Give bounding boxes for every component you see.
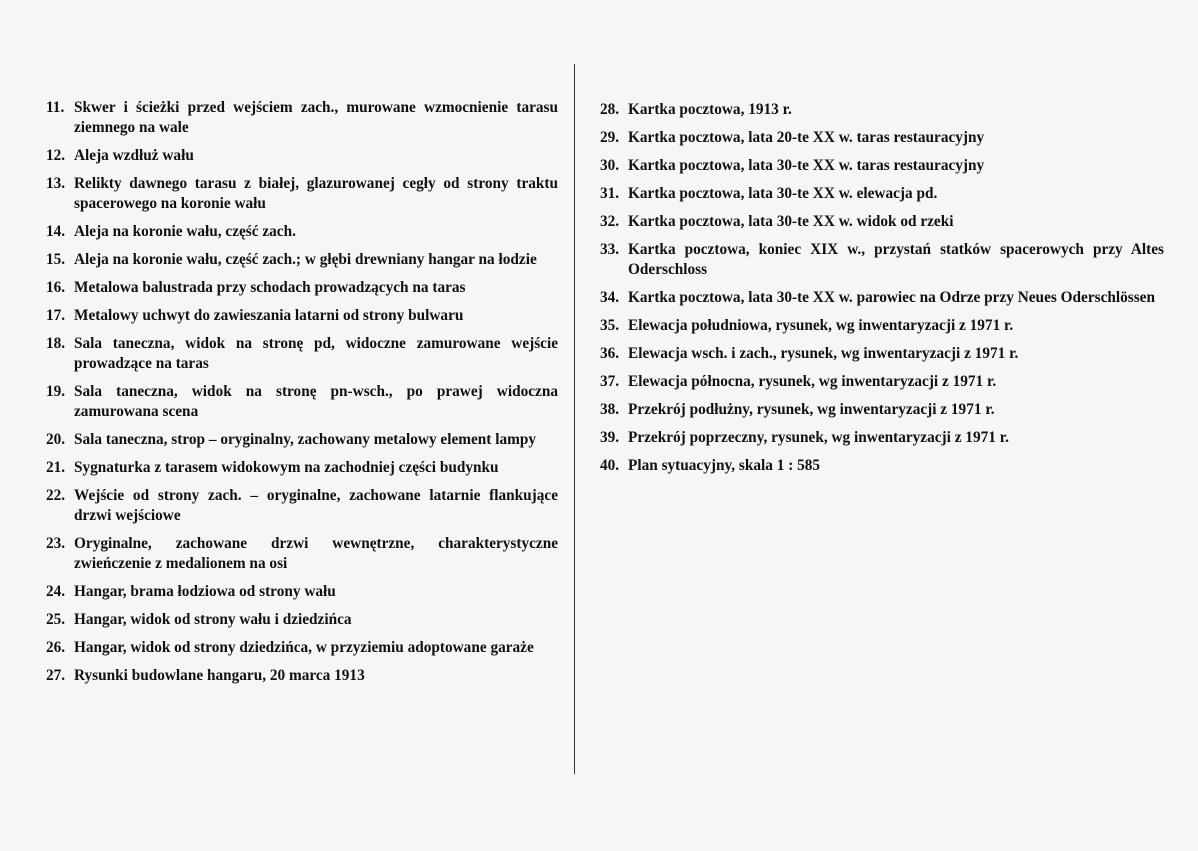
item-text: Sala taneczna, widok na stronę pd, widoczne zamurowane wejście prowadzące na taras [74, 335, 558, 372]
list-item [600, 400, 1164, 420]
item-text: Elewacja północna, rysunek, wg inwentaryzacji z 1971 r. [628, 373, 997, 390]
list-item [46, 582, 558, 602]
item-text: Hangar, brama łodziowa od strony wału [74, 583, 336, 600]
list-item [46, 98, 558, 138]
item-text: Plan sytuacyjny, skala 1 : 585 [628, 457, 821, 474]
list-item [600, 212, 1164, 232]
list-item [600, 184, 1164, 204]
list-item [46, 306, 558, 326]
item-number: 17. [46, 307, 66, 324]
item-number: 23. [46, 535, 66, 552]
item-text: Kartka pocztowa, lata 30-te XX w. elewacja pd. [628, 185, 938, 202]
list-item [600, 456, 1164, 476]
item-text: Aleja na koronie wału, część zach. [74, 223, 296, 240]
item-text: Kartka pocztowa, lata 30-te XX w. parowiec na Odrze przy Neues Oderschlössen [628, 289, 1155, 306]
item-text: Rysunki budowlane hangaru, 20 marca 1913 [74, 667, 365, 684]
item-text: Aleja wzdłuż wału [74, 147, 194, 164]
item-number: 11. [46, 99, 65, 116]
list-item [600, 240, 1164, 280]
item-number: 32. [600, 213, 620, 230]
item-number: 33. [600, 241, 620, 258]
item-number: 15. [46, 251, 66, 268]
item-number: 27. [46, 667, 66, 684]
list-item [600, 372, 1164, 392]
left-column [46, 98, 558, 694]
item-text: Sala taneczna, strop – oryginalny, zachowany metalowy element lampy [74, 431, 536, 448]
list-item [600, 100, 1164, 120]
list-item [46, 278, 558, 298]
item-text: Kartka pocztowa, koniec XIX w., przystań statków spacerowych przy Altes Oderschloss [628, 241, 1164, 278]
right-column [600, 100, 1164, 484]
item-number: 29. [600, 129, 620, 146]
item-number: 12. [46, 147, 66, 164]
list-item [46, 222, 558, 242]
item-number: 20. [46, 431, 66, 448]
item-number: 34. [600, 289, 620, 306]
item-number: 40. [600, 457, 620, 474]
item-number: 26. [46, 639, 66, 656]
item-text: Relikty dawnego tarasu z białej, glazurowanej cegły od strony traktu spacerowego na koronie wału [74, 175, 558, 212]
item-number: 18. [46, 335, 66, 352]
item-number: 39. [600, 429, 620, 446]
item-number: 31. [600, 185, 620, 202]
item-number: 21. [46, 459, 66, 476]
list-item [46, 382, 558, 422]
item-number: 37. [600, 373, 620, 390]
list-item [46, 666, 558, 686]
item-number: 24. [46, 583, 66, 600]
item-text: Wejście od strony zach. – oryginalne, zachowane latarnie flankujące drzwi wejściowe [74, 487, 558, 524]
item-text: Przekrój podłużny, rysunek, wg inwentaryzacji z 1971 r. [628, 401, 995, 418]
item-number: 30. [600, 157, 620, 174]
item-text: Sygnaturka z tarasem widokowym na zachodniej części budynku [74, 459, 499, 476]
list-item [46, 430, 558, 450]
item-number: 22. [46, 487, 66, 504]
item-number: 14. [46, 223, 66, 240]
item-text: Elewacja południowa, rysunek, wg inwentaryzacji z 1971 r. [628, 317, 1014, 334]
item-text: Metalowa balustrada przy schodach prowadzących na taras [74, 279, 466, 296]
item-text: Przekrój poprzeczny, rysunek, wg inwentaryzacji z 1971 r. [628, 429, 1009, 446]
list-item [600, 128, 1164, 148]
item-text: Oryginalne, zachowane drzwi wewnętrzne, charakterystyczne zwieńczenie z medalionem na osi [74, 535, 558, 572]
item-number: 25. [46, 611, 66, 628]
list-item [46, 250, 558, 270]
item-text: Hangar, widok od strony wału i dziedzińca [74, 611, 352, 628]
item-text: Kartka pocztowa, 1913 r. [628, 101, 792, 118]
list-item [46, 610, 558, 630]
item-text: Kartka pocztowa, lata 20-te XX w. taras restauracyjny [628, 129, 985, 146]
list-item [600, 344, 1164, 364]
list-item [600, 156, 1164, 176]
list-item [46, 334, 558, 374]
item-number: 16. [46, 279, 66, 296]
list-item [600, 288, 1164, 308]
list-item [46, 458, 558, 478]
item-text: Metalowy uchwyt do zawieszania latarni od strony bulwaru [74, 307, 464, 324]
item-number: 36. [600, 345, 620, 362]
list-item [46, 638, 558, 658]
item-text: Aleja na koronie wału, część zach.; w głębi drewniany hangar na łodzie [74, 251, 537, 268]
list-item [600, 316, 1164, 336]
item-text: Skwer i ścieżki przed wejściem zach., murowane wzmocnienie tarasu ziemnego na wale [74, 99, 558, 136]
item-number: 38. [600, 401, 620, 418]
item-text: Kartka pocztowa, lata 30-te XX w. taras restauracyjny [628, 157, 985, 174]
item-text: Kartka pocztowa, lata 30-te XX w. widok od rzeki [628, 213, 954, 230]
item-number: 13. [46, 175, 66, 192]
list-item [46, 146, 558, 166]
item-text: Hangar, widok od strony dziedzińca, w przyziemiu adoptowane garaże [74, 639, 534, 656]
list-item [46, 534, 558, 574]
item-number: 19. [46, 383, 66, 400]
list-item [600, 428, 1164, 448]
item-text: Elewacja wsch. i zach., rysunek, wg inwentaryzacji z 1971 r. [628, 345, 1019, 362]
item-number: 28. [600, 101, 620, 118]
item-text: Sala taneczna, widok na stronę pn-wsch., po prawej widoczna zamurowana scena [74, 383, 558, 420]
column-divider [574, 64, 575, 774]
list-item [46, 174, 558, 214]
list-item [46, 486, 558, 526]
item-number: 35. [600, 317, 620, 334]
